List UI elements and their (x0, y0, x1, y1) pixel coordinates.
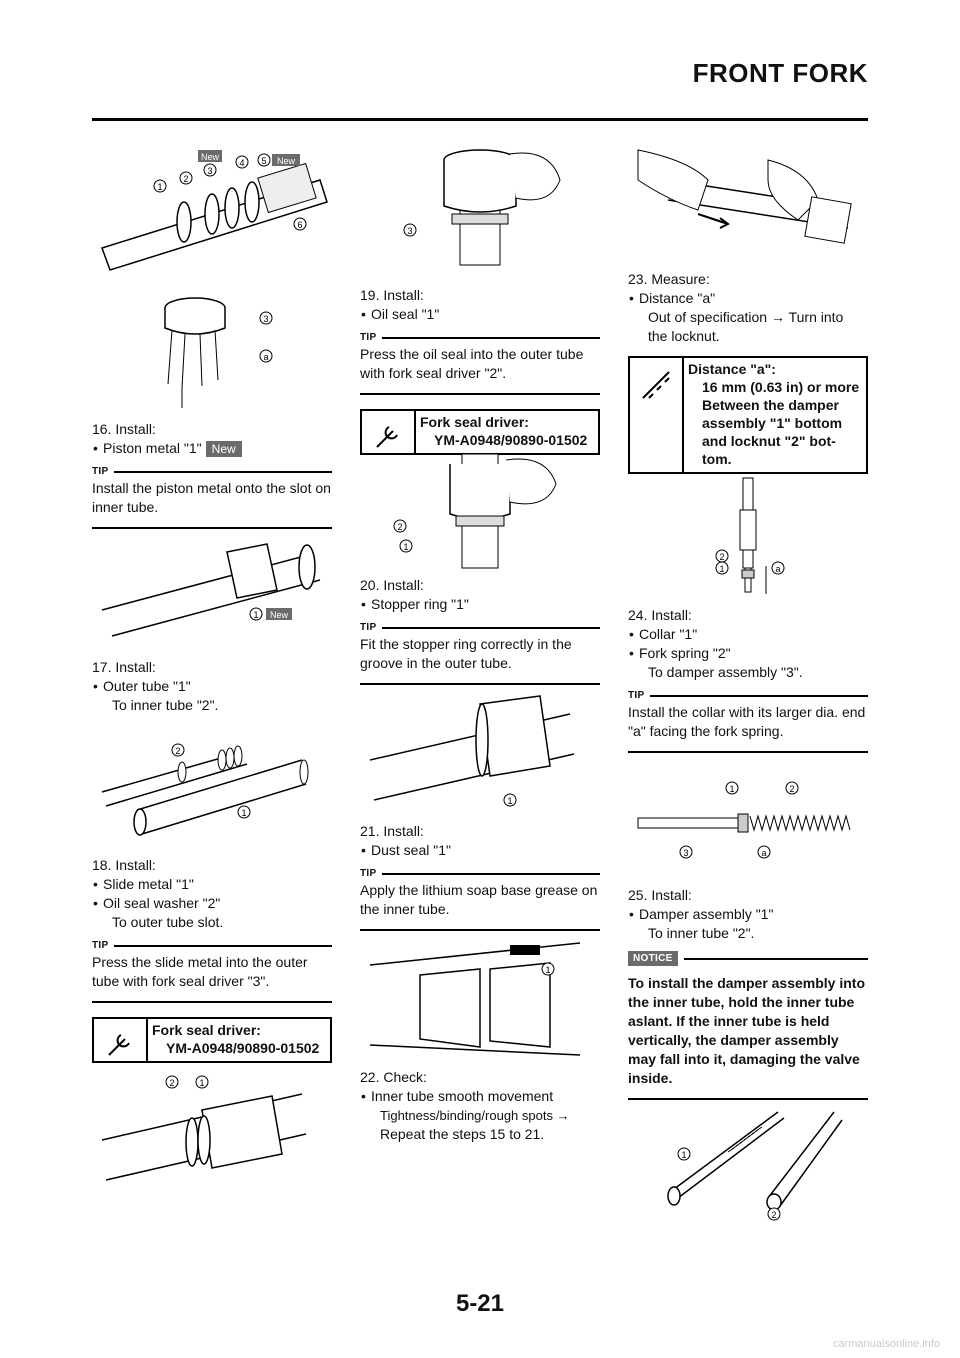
step-sub: the locknut. (648, 328, 720, 344)
figure-label: 1 (157, 182, 163, 192)
tip-box (360, 332, 600, 395)
figure-label: 3 (207, 166, 213, 176)
figure-oil-seal-press (360, 140, 600, 270)
arrow-icon (698, 214, 728, 228)
figure-label: 1 (241, 808, 247, 818)
figure-measure-movement (628, 140, 868, 250)
figure-collar-spring (628, 772, 868, 862)
step-23 (628, 270, 868, 474)
step-sub: To damper assembly "3". (648, 664, 803, 680)
tip-label: TIP (628, 690, 645, 701)
wrench-icon (94, 1019, 148, 1061)
step-bullet: • Slide metal "1" (92, 875, 332, 894)
step-sub: To inner tube "2". (648, 925, 755, 941)
step-number: 25. Install: (628, 887, 692, 903)
step-number: 16. Install: (92, 421, 156, 437)
step-sub: Out of specification → Turn into (648, 309, 844, 325)
tip-box (92, 940, 332, 1003)
tip-label: TIP (92, 466, 109, 477)
notice-text: To install the damper assembly into the inner tube, hold the inner tube aslant. If the inner tube is held vertically, the damper assembly may fall into it, damaging the valve inside. (628, 975, 866, 1086)
tip-label: TIP (360, 868, 377, 879)
tip-text: Press the slide metal into the outer tube with fork seal driver "3". (92, 954, 308, 989)
tip-label: TIP (360, 622, 377, 633)
figure-label: 4 (239, 158, 245, 168)
figure-label: 2 (175, 746, 181, 756)
figure-label: 1 (507, 796, 513, 806)
tip-text: Apply the lithium soap base grease on the inner tube. (360, 882, 598, 917)
tip-text: Install the piston metal onto the slot on inner tube. (92, 480, 331, 515)
figure-stopper-ring (360, 690, 600, 810)
figure-label: a (263, 352, 269, 362)
spec-value: and locknut "2" bot- (702, 433, 836, 449)
tip-box (360, 868, 600, 931)
figure-label: a (775, 564, 781, 574)
tip-box (92, 466, 332, 529)
header-rule (92, 118, 868, 121)
spec-value: tom. (702, 451, 732, 467)
step-number: 23. Measure: (628, 271, 710, 287)
figure-label: 1 (253, 610, 259, 620)
spec-value: assembly "1" bottom (702, 415, 843, 431)
figure-label: 1 (199, 1078, 205, 1088)
step-number: 19. Install: (360, 287, 424, 303)
tip-text: Install the collar with its larger dia. end "a" facing the fork spring. (628, 704, 866, 739)
figure-label: 2 (169, 1078, 175, 1088)
step-bullet: • Distance "a" (628, 289, 868, 308)
step-19 (360, 286, 600, 455)
step-sub: To inner tube "2". (112, 697, 219, 713)
step-24 (628, 606, 868, 753)
spec-label: Fork seal driver: (420, 414, 529, 430)
spec-value: YM-A0948/90890-01502 (166, 1040, 320, 1056)
grease-icon (510, 945, 540, 955)
step-bullet: • Oil seal "1" (360, 305, 600, 324)
spec-box-driver (92, 1017, 332, 1063)
tip-label: TIP (360, 332, 377, 343)
spec-label: Fork seal driver: (152, 1022, 261, 1038)
step-bullet: • Damper assembly "1" (628, 905, 868, 924)
step-number: 24. Install: (628, 607, 692, 623)
figure-slide-metal (92, 1070, 332, 1190)
tip-label: TIP (92, 940, 109, 951)
tip-box (360, 622, 600, 685)
figure-label: 3 (683, 848, 689, 858)
figure-label: 3 (263, 314, 269, 324)
figure-label: 5 (261, 156, 267, 166)
figure-label: 6 (297, 220, 303, 230)
step-number: 20. Install: (360, 577, 424, 593)
step-25 (628, 886, 868, 1100)
figure-label: 1 (545, 965, 551, 975)
step-bullet: • Dust seal "1" (360, 841, 600, 860)
step-sub: Tightness/binding/rough spots → (380, 1108, 570, 1123)
caliper-icon (630, 358, 684, 472)
tip-box (628, 690, 868, 753)
figure-label: 2 (789, 784, 795, 794)
step-sub: To outer tube slot. (112, 914, 224, 930)
figure-label: 2 (771, 1210, 777, 1220)
step-bullet: • Fork spring "2" (628, 644, 868, 663)
step-18 (92, 856, 332, 1063)
step-21 (360, 822, 600, 931)
figure-label: 1 (681, 1150, 687, 1160)
spec-value: Between the damper (702, 397, 839, 413)
page-title: FRONT FORK (692, 58, 868, 88)
step-bullet: • Oil seal washer "2" (92, 894, 332, 913)
step-16 (92, 420, 332, 529)
watermark: carmanualsonline.info (832, 1338, 940, 1350)
step-bullet: • Inner tube smooth movement (360, 1087, 600, 1106)
step-sub: Repeat the steps 15 to 21. (380, 1126, 545, 1142)
figure-oil-seal-driver (360, 444, 600, 570)
figure-label: a (761, 848, 767, 858)
step-bullet: • Collar "1" (628, 625, 868, 644)
step-number: 17. Install: (92, 659, 156, 675)
step-bullet: • Outer tube "1" (92, 677, 332, 696)
figure-label: 1 (403, 542, 409, 552)
step-number: 21. Install: (360, 823, 424, 839)
figure-label: 1 (729, 784, 735, 794)
tip-text: Press the oil seal into the outer tube with fork seal driver "2". (360, 346, 584, 381)
figure-label: New (200, 152, 220, 162)
figure-damper-insert (628, 1102, 868, 1222)
step-bullet: • Stopper ring "1" (360, 595, 600, 614)
step-number: 22. Check: (360, 1069, 427, 1085)
spec-value: 16 mm (0.63 in) or more (702, 379, 860, 395)
figure-driver-cloth (150, 288, 290, 410)
figure-label: 3 (407, 226, 413, 236)
page-number: 5-21 (455, 1290, 505, 1317)
figure-label: 2 (397, 522, 403, 532)
step-number: 18. Install: (92, 857, 156, 873)
spec-value: YM-A0948/90890-01502 (434, 432, 588, 448)
new-badge: New (206, 441, 242, 457)
figure-dust-seal (360, 935, 600, 1061)
figure-label: New (269, 610, 289, 620)
figure-label: New (276, 156, 296, 166)
figure-outer-tube (92, 738, 332, 838)
step-22 (360, 1068, 600, 1144)
spec-label: Distance "a": (688, 361, 776, 377)
step-20 (360, 576, 600, 685)
step-bullet: Piston metal "1" (103, 440, 202, 456)
step-17 (92, 658, 332, 715)
notice-label: NOTICE (628, 951, 678, 966)
notice-box (628, 951, 868, 1100)
figure-label: 1 (719, 564, 725, 574)
figure-damper-distance (628, 470, 868, 600)
spec-box-distance (628, 356, 868, 474)
tip-text: Fit the stopper ring correctly in the groove in the outer tube. (360, 636, 572, 671)
figure-label: 2 (719, 552, 725, 562)
figure-piston-parts (92, 140, 332, 280)
figure-piston-metal (92, 540, 332, 640)
figure-label: 2 (183, 174, 189, 184)
